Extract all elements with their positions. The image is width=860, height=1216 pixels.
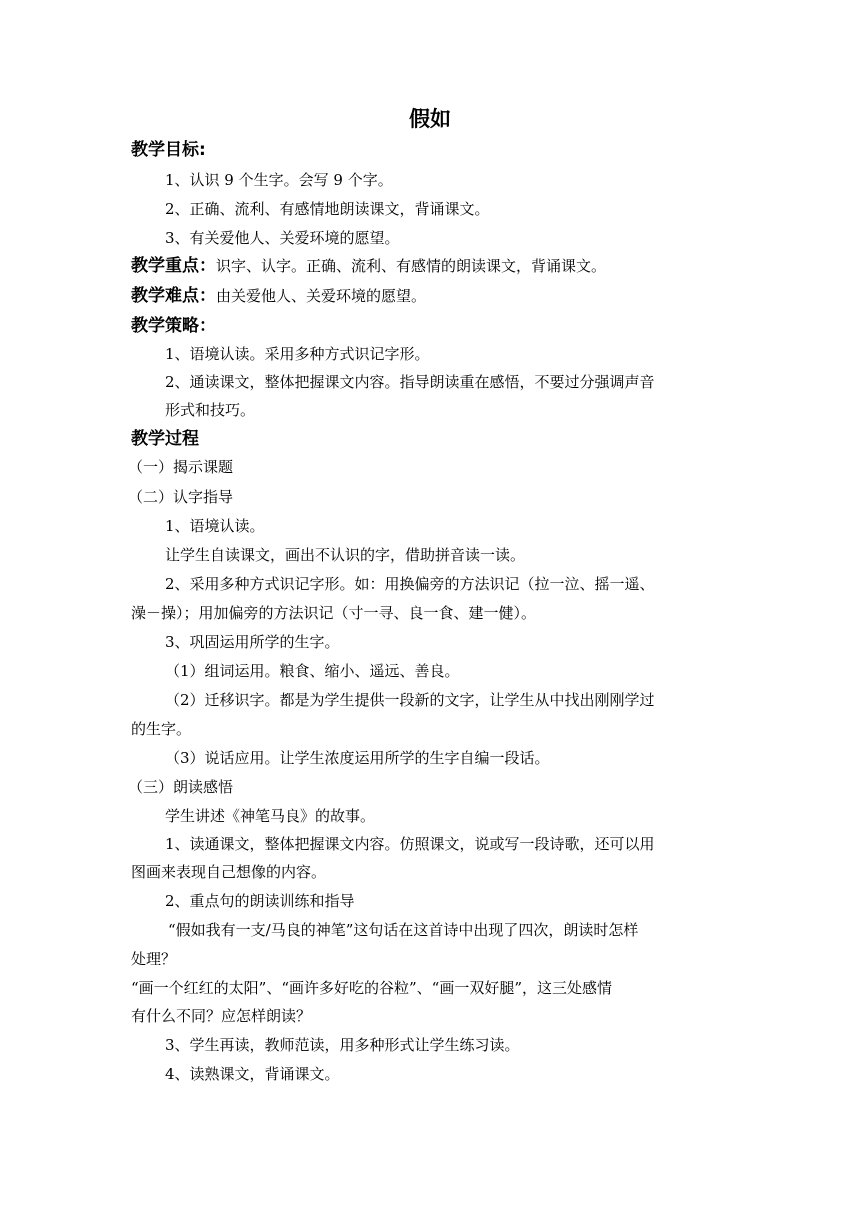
process-line: 1、语境认读。 [165, 517, 265, 535]
objective-item-3: 3、有关爱他人、关爱环境的愿望。 [165, 229, 400, 247]
process-line: “画一个红红的太阳”、“画许多好吃的谷粒”、“画一双好腿”，这三处感情 [131, 979, 613, 997]
process-line: 澡－操）；用加偏旁的方法识记（寸一寻、良一食、建一健）。 [131, 604, 537, 622]
strategy-item-2: 2、通读课文，整体把握课文内容。指导朗读重在感悟，不要过分强调声音 [165, 373, 655, 391]
objective-item-1: 1、认识 9 个生字。会写 9 个字。 [165, 171, 393, 189]
key-points-line [131, 256, 606, 276]
difficulties-text: 由关爱他人、关爱环境的愿望。 [216, 287, 427, 305]
process-line: 让学生自读课文，画出不认识的字，借助拼音读一读。 [165, 546, 526, 564]
process-line: （1）组词运用。粮食、缩小、遥远、善良。 [165, 662, 460, 680]
process-line: （2）迁移识字。都是为学生提供一段新的文字，让学生从中找出刚刚学过 [165, 691, 655, 709]
process-line: 有什么不同？应怎样朗读？ [131, 1007, 312, 1025]
objectives-heading: 教学目标: [131, 140, 206, 160]
process-line: 3、巩固运用所学的生字。 [165, 633, 340, 651]
process-line: 图画来表现自己想像的内容。 [131, 863, 327, 881]
process-heading: 教学过程 [131, 429, 199, 449]
strategy-heading: 教学策略： [131, 316, 216, 336]
process-line: 4、读熟课文，背诵课文。 [165, 1065, 340, 1083]
key-points-text: 识字、认字。正确、流利、有感情的朗读课文，背诵课文。 [216, 257, 607, 275]
difficulties-line [131, 286, 426, 306]
process-line: 2、重点句的朗读训练和指导 [165, 892, 355, 910]
process-section-3: （三）朗读感悟 [128, 778, 234, 796]
process-line: 3、学生再读，教师范读，用多种形式让学生练习读。 [165, 1036, 520, 1054]
process-line: 学生讲述《神笔马良》的故事。 [165, 807, 376, 825]
process-line: 1、读通课文，整体把握课文内容。仿照课文，说或写一段诗歌，还可以用 [165, 835, 655, 853]
strategy-item-2-cont: 形式和技巧。 [165, 401, 256, 419]
objective-item-2: 2、正确、流利、有感情地朗读课文，背诵课文。 [165, 200, 490, 218]
process-line: 的生字。 [131, 720, 192, 738]
process-line: 2、采用多种方式识记字形。如：用换偏旁的方法识记（拉一泣、摇一遥、 [165, 575, 655, 593]
difficulties-label: 教学难点： [131, 286, 216, 306]
document-title: 假如 [409, 106, 451, 131]
strategy-item-1: 1、语境认读。采用多种方式识记字形。 [165, 345, 430, 363]
key-points-label: 教学重点： [131, 256, 216, 276]
process-section-2: （二）认字指导 [128, 488, 234, 506]
process-line: （3）说话应用。让学生浓度运用所学的生字自编一段话。 [165, 749, 550, 767]
process-line: 处理？ [131, 950, 177, 968]
process-section-1: （一）揭示课题 [128, 458, 234, 476]
process-line: “假如我有一支/马良的神笔”这句话在这首诗中出现了四次，朗读时怎样 [168, 921, 639, 939]
